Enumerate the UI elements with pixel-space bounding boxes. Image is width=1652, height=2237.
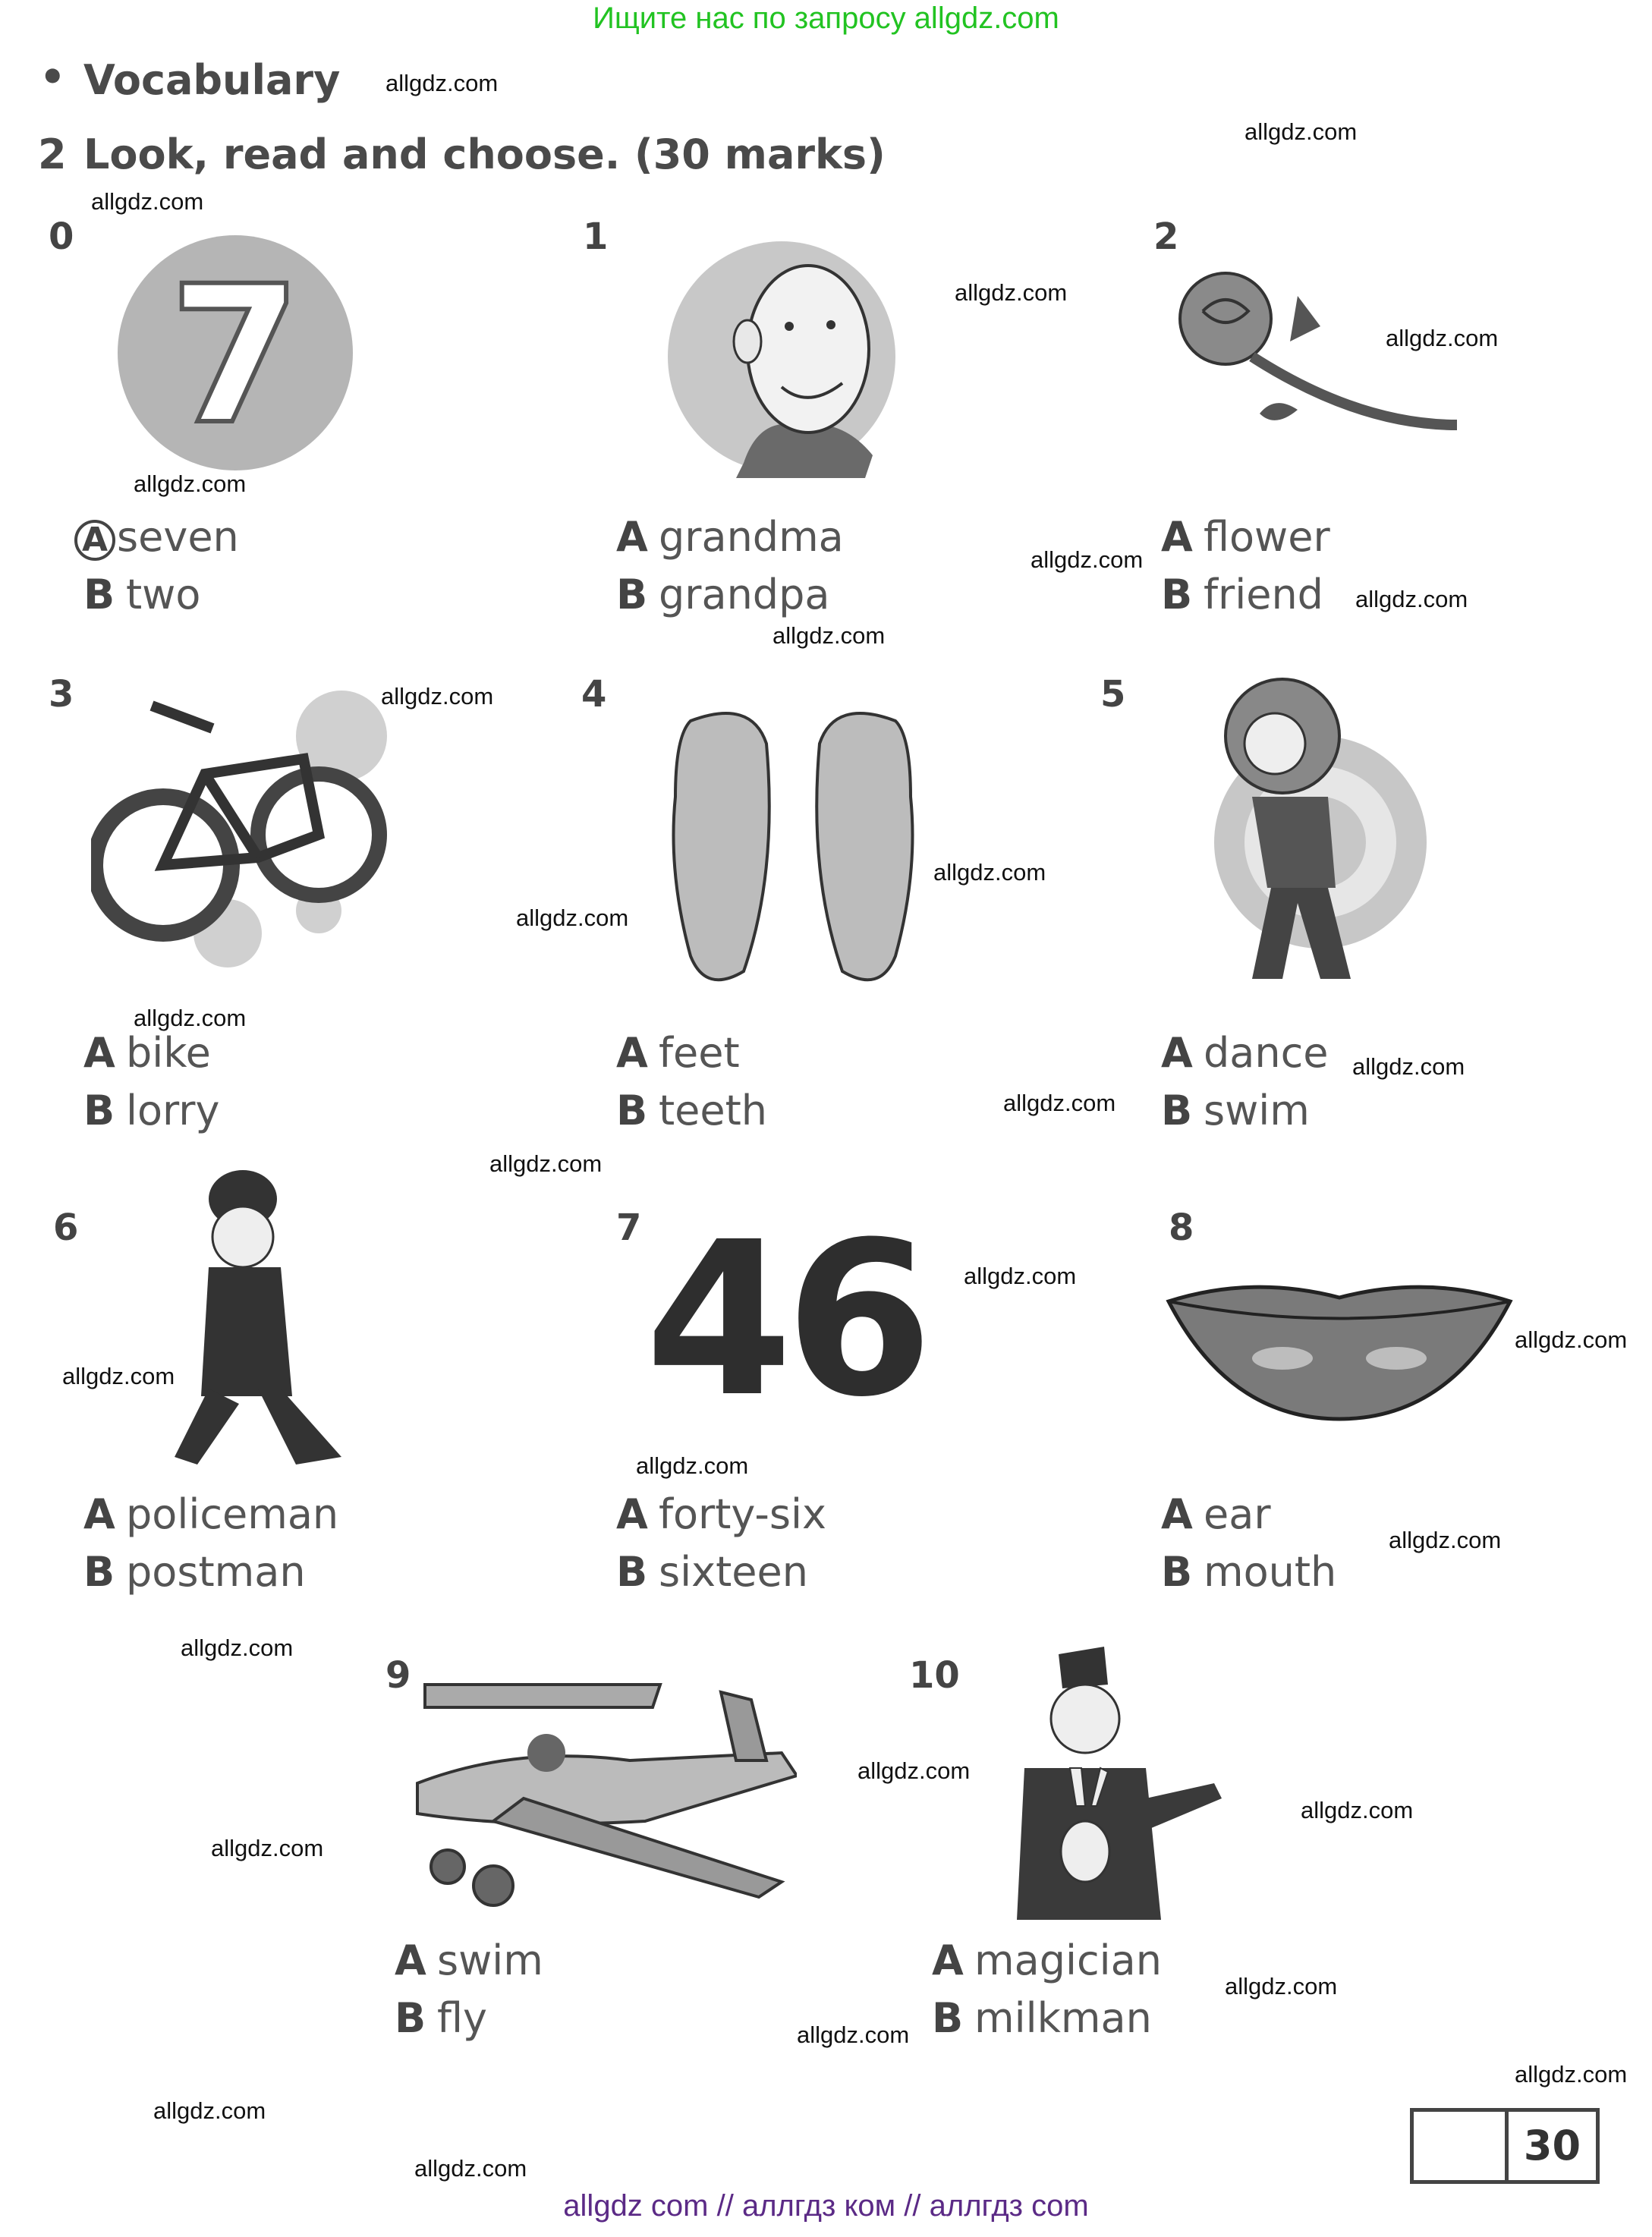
feet-icon (645, 683, 949, 986)
watermark: allgdz.com (773, 622, 886, 649)
item-9-option-a[interactable]: A swim (395, 1937, 543, 1984)
item-number: 10 (909, 1654, 960, 1697)
watermark: allgdz.com (134, 1005, 247, 1031)
policeman-icon (167, 1169, 349, 1487)
watermark: allgdz.com (1389, 1527, 1502, 1553)
item-10-option-b[interactable]: B milkman (932, 1994, 1152, 2042)
number-46-icon: 46 (645, 1197, 926, 1444)
item-9-option-b[interactable]: B fly (395, 1994, 487, 2042)
item-3-option-a[interactable]: A bike (83, 1029, 211, 1077)
watermark: allgdz.com (1515, 2061, 1628, 2088)
bottom-banner: allgdz com // аллгдз ком // аллгдз com (563, 2189, 1089, 2223)
item-0-option-b[interactable]: B two (83, 571, 201, 618)
grandpa-face-icon (668, 235, 911, 478)
exercise-number: 2 (38, 131, 67, 178)
item-6-option-b[interactable]: B postman (83, 1548, 306, 1596)
watermark: allgdz.com (134, 470, 247, 497)
score-box (1410, 2108, 1600, 2184)
biplane-icon (402, 1669, 797, 1912)
watermark: allgdz.com (1386, 325, 1499, 351)
item-number: 7 (616, 1207, 642, 1249)
watermark: allgdz.com (385, 70, 499, 96)
dancing-girl-icon (1169, 660, 1442, 994)
item-8-option-b[interactable]: B mouth (1161, 1548, 1337, 1596)
item-number: 6 (53, 1207, 79, 1249)
watermark: allgdz.com (1515, 1326, 1628, 1353)
item-7-option-b[interactable]: B sixteen (616, 1548, 808, 1596)
item-number: 2 (1153, 216, 1179, 258)
rose-icon (1169, 266, 1472, 448)
item-2-option-b[interactable]: B friend (1161, 571, 1323, 618)
watermark: allgdz.com (211, 1835, 324, 1861)
item-number: 0 (49, 216, 74, 258)
score-value: 30 (1523, 2122, 1581, 2169)
watermark: allgdz.com (153, 2097, 266, 2124)
item-number: 9 (385, 1654, 411, 1697)
item-number: 4 (581, 673, 607, 716)
watermark: allgdz.com (964, 1263, 1077, 1289)
item-6-option-a[interactable]: A policeman (83, 1490, 339, 1538)
item-10-option-a[interactable]: A magician (932, 1937, 1162, 1984)
item-2-option-a[interactable]: A flower (1161, 513, 1330, 561)
magician-icon (994, 1647, 1245, 1927)
watermark: allgdz.com (1225, 1973, 1338, 1999)
watermark: allgdz.com (857, 1757, 971, 1784)
bicycle-icon (91, 683, 410, 971)
watermark: allgdz.com (1031, 546, 1144, 573)
watermark: allgdz.com (636, 1452, 749, 1479)
item-number: 8 (1169, 1207, 1194, 1249)
watermark: allgdz.com (1301, 1797, 1414, 1823)
item-number: 3 (49, 673, 74, 716)
watermark: allgdz.com (181, 1634, 294, 1661)
item-3-option-b[interactable]: B lorry (83, 1087, 220, 1134)
watermark: allgdz.com (414, 2155, 527, 2182)
item-0-option-a[interactable]: A seven (74, 513, 239, 561)
item-1-option-b[interactable]: B grandpa (616, 571, 830, 618)
watermark: allgdz.com (933, 859, 1046, 886)
item-number: 5 (1100, 673, 1126, 716)
top-banner: Ищите нас по запросу allgdz.com (593, 2, 1059, 35)
watermark: allgdz.com (1245, 118, 1358, 145)
watermark: allgdz.com (489, 1150, 603, 1177)
item-number: 1 (583, 216, 609, 258)
section-title: Vocabulary (83, 56, 341, 104)
watermark: allgdz.com (62, 1363, 175, 1389)
lips-icon (1161, 1275, 1518, 1427)
watermark: allgdz.com (381, 683, 494, 709)
item-4-option-a[interactable]: A feet (616, 1029, 740, 1077)
item-1-option-a[interactable]: A grandma (616, 513, 844, 561)
item-4-option-b[interactable]: B teeth (616, 1087, 768, 1134)
watermark: allgdz.com (516, 905, 629, 931)
number-7-text: 7 (169, 245, 301, 466)
watermark: allgdz.com (1003, 1090, 1116, 1116)
number-7-icon (118, 235, 360, 478)
item-5-option-a[interactable]: A dance (1161, 1029, 1329, 1077)
watermark: allgdz.com (955, 279, 1068, 306)
watermark: allgdz.com (91, 188, 204, 215)
section-bullet: • (39, 53, 66, 101)
exercise-instruction: Look, read and choose. (30 marks) (83, 131, 886, 178)
item-7-option-a[interactable]: A forty-six (616, 1490, 827, 1538)
watermark: allgdz.com (1355, 586, 1468, 612)
watermark: allgdz.com (797, 2021, 910, 2048)
item-8-option-a[interactable]: A ear (1161, 1490, 1271, 1538)
chosen-answer-circle: A (74, 520, 115, 561)
item-5-option-b[interactable]: B swim (1161, 1087, 1310, 1134)
watermark: allgdz.com (1352, 1053, 1465, 1080)
